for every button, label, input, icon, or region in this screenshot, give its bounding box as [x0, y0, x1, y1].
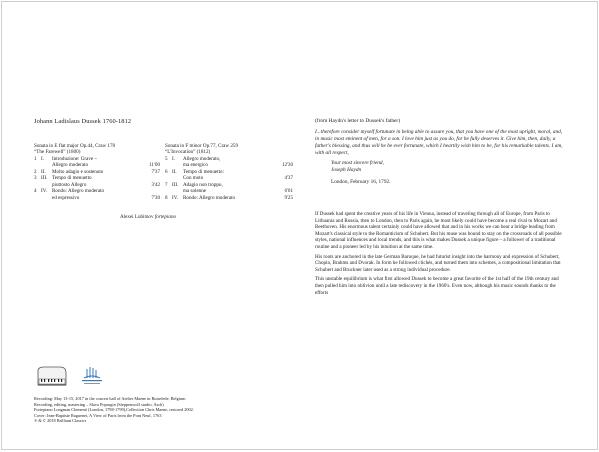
sonata-a: [34, 143, 160, 201]
movement-roman: IV.: [172, 194, 178, 201]
label-logo-icon: [79, 365, 105, 387]
letter-source: (from Haydn's letter to Dussek's father): [315, 118, 401, 124]
movement-roman: II.: [172, 168, 177, 175]
movement-title: Introduzione: Grave –: [52, 155, 97, 162]
movement-item: [165, 169, 293, 182]
movement-title: Con moto: [183, 175, 204, 182]
movement-roman: IV.: [41, 188, 47, 195]
movement-duration: 4'37: [284, 175, 293, 182]
movement-item: [34, 188, 160, 201]
movement-roman: [172, 188, 183, 194]
movement-title: ed espressivo: [52, 194, 80, 201]
credits: [34, 396, 194, 424]
track-number: 6: [165, 168, 168, 175]
letter-text: I...therefore consider myself fortunate in being able to assure you, that you have one of the most upright, moral, and, in music most eminent of men, for a son. I love him just as you do, for he fully deserves it. Give him, then, daily, a father's blessing, and thus will he be ever fortunate, which I heartily wish him to be, for his remarkable talents. I am, with all respect,: [315, 129, 563, 157]
letter-signature: Joseph Haydn: [331, 167, 362, 174]
letter-date: London, February 16, 1792.: [331, 178, 391, 185]
movement-item: [34, 169, 160, 175]
sonata-subtitle: “L'Invocation” (1812): [165, 149, 211, 156]
track-number: 2: [34, 168, 37, 175]
movement-duration: 11'00: [149, 162, 160, 169]
essay-paragraph: This unstable equilibrium is what first allowed Dussek to become a great favorite of the 1st half of the 19th century and then pulled him into oblivion until a late rediscovery in the 1960's. Even now, although his music sounds thanks to the efforts: [315, 276, 559, 296]
track-number: 1: [34, 155, 37, 162]
letter-closing: Your most sincere friend,: [331, 160, 384, 167]
sonata-title: Sonata in E flat major Op.44, Craw 178: [34, 143, 116, 149]
track-number: 3: [34, 175, 37, 182]
essay-text: [315, 211, 565, 299]
credit-line: Fortepiano Longman Clementi (London, 1798-1799),Collection Chris Maene, restored 2002.: [34, 407, 194, 413]
movement-item: [165, 182, 293, 195]
movement-roman: [41, 195, 52, 201]
track-number: [165, 188, 172, 194]
movement-title: Molto adagio e sostenuto: [52, 168, 104, 175]
haydn-letter: [315, 129, 565, 186]
movement-title: ma energico: [183, 162, 208, 169]
movement-item: [165, 156, 293, 169]
movement-roman: [41, 162, 52, 168]
movement-roman: I.: [41, 155, 44, 162]
performer-name: Alexei Lubimov: [120, 214, 154, 220]
essay-paragraph: His roots are anchored in the late German Baroque, he had futurist insight into the harmony and expression of Schubert, Chopin, Brahms and Dvorak. In form he followed clichés, and turned them into schemes, a compositional limitation that Schubert and Bruckner later used as a strong individual procedure.: [315, 253, 561, 273]
performer-instrument: fortepiano: [154, 214, 177, 220]
sonata-subtitle: “The Farewell” (1800): [34, 149, 81, 156]
movement-roman: [172, 175, 183, 181]
movement-title: Allegro moderato,: [183, 155, 221, 162]
credit-line: Cover: Jean-Baptiste Raguenet, A View of Paris from the Pont Neuf, 1763: [34, 412, 162, 418]
track-number: 5: [165, 155, 168, 162]
movement-duration: 9'25: [284, 194, 293, 201]
movement-item: [34, 175, 160, 188]
movement-title: Tempo di menuetto: [52, 175, 92, 182]
booklet-page: [1, 1, 598, 450]
movement-item: [34, 156, 160, 169]
performer-line: [120, 214, 176, 220]
credit-line: Recording: May 13-15, 2017 in the concert hall of Atelier Maene in Ruiselede, Belgium: [34, 396, 186, 401]
movement-roman: [172, 162, 183, 168]
movement-duration: 7'37: [151, 168, 160, 175]
movement-roman: II.: [41, 168, 46, 175]
sonata-b: [165, 143, 293, 201]
credit-line: ℗ & © 2018 Brilliant Classics: [34, 418, 87, 424]
track-number: 4: [34, 188, 37, 195]
movement-item: [165, 195, 293, 201]
track-number: [34, 195, 41, 201]
movement-title: ma solenne: [183, 187, 207, 194]
track-number: [34, 182, 41, 188]
movement-roman: III.: [41, 175, 48, 182]
piano-logo-icon: [36, 365, 68, 387]
movement-list: [165, 156, 293, 201]
movement-duration: 6'01: [284, 187, 293, 194]
movement-title: Adagio non troppo,: [183, 181, 223, 188]
composer-heading: Johann Ladislaus Dussek 1760-1812: [34, 118, 132, 125]
track-number: [165, 162, 172, 168]
movement-duration: 3'42: [151, 181, 160, 188]
movement-roman: III.: [172, 181, 179, 188]
track-number: [165, 175, 172, 181]
movement-title: Rondo: Allegro moderato: [183, 194, 236, 201]
movement-title: Rondo: Allegro moderato: [52, 188, 105, 195]
movement-roman: [41, 182, 52, 188]
credit-line: Recording, editing, mastering – Slava Poprugin (Steppenwolf studio, Asch): [34, 401, 164, 407]
movement-roman: I.: [172, 155, 175, 162]
track-number: [34, 162, 41, 168]
sonata-title: Sonata in F minor Op.77, Craw 259: [165, 143, 239, 149]
movement-duration: 12'30: [281, 162, 293, 169]
movement-list: [34, 156, 160, 201]
movement-title: piuttosto Allegro: [52, 181, 87, 188]
track-number: 8: [165, 194, 168, 201]
movement-title: Allegro moderato: [52, 162, 89, 169]
movement-duration: 7'30: [151, 194, 160, 201]
track-number: 7: [165, 181, 168, 188]
movement-title: Tempo di menuetto:: [183, 168, 224, 175]
essay-paragraph: If Dussek had spent the creative years of his life in Vienna, instead of traveling through all of Europe, from Paris to Lithuania and Russia, then to London, then to Paris again, he most likely could have become a real rival to Mozart and Beethoven. His enormous talent certainly could have allowed that and in his works we can hear a bridge leading from Mozart's classical style to the Romanticism of Schubert. But his muse was bound to stay on the crossroads of all possible styles, national influences and local trends, and this is what makes Dussek a unique figure – a follower of a traditional routine and a pioneer led by his intuition at the same time.: [315, 211, 562, 250]
